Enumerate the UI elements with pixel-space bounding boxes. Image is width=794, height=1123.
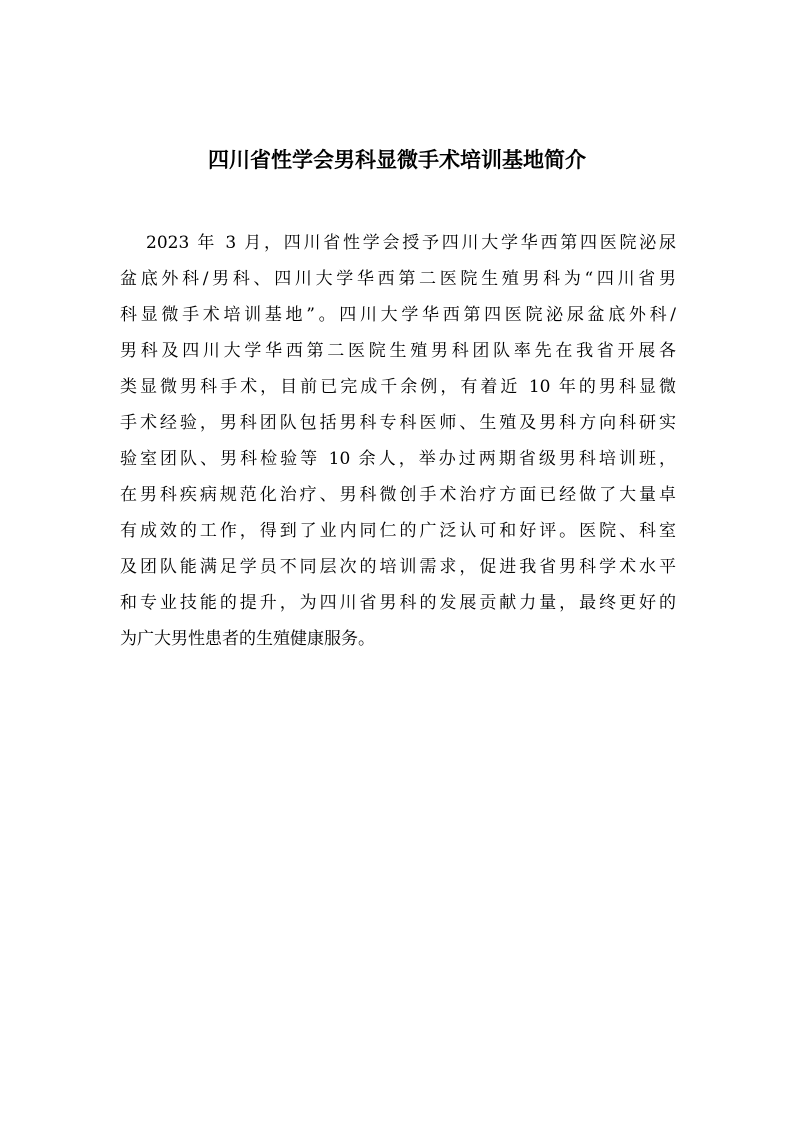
body-line: 男科及四川大学华西第二医院生殖男科团队率先在我省开展各 [120, 341, 676, 361]
body-line: 2023 年 3 月，四川省性学会授予四川大学华西第四医院泌尿 [146, 233, 676, 253]
body-line: 和专业技能的提升，为四川省男科的发展贡献力量，最终更好的 [120, 593, 676, 613]
body-line: 有成效的工作，得到了业内同仁的广泛认可和好评。医院、科室 [120, 521, 676, 541]
body-line: 为广大男性患者的生殖健康服务。 [120, 629, 375, 649]
body-line: 在男科疾病规范化治疗、男科微创手术治疗方面已经做了大量卓 [120, 485, 676, 505]
document-body [120, 225, 676, 657]
document-title: 四川省性学会男科显微手术培训基地简介 [208, 148, 586, 172]
body-line: 盆底外科/男科、四川大学华西第二医院生殖男科为“四川省男 [120, 269, 676, 289]
body-line: 手术经验，男科团队包括男科专科医师、生殖及男科方向科研实 [120, 413, 676, 433]
body-line: 科显微手术培训基地”。四川大学华西第四医院泌尿盆底外科/ [120, 305, 676, 325]
body-line: 及团队能满足学员不同层次的培训需求，促进我省男科学术水平 [120, 557, 676, 577]
body-line: 验室团队、男科检验等 10 余人，举办过两期省级男科培训班， [120, 449, 676, 469]
body-line: 类显微男科手术，目前已完成千余例，有着近 10 年的男科显微 [120, 377, 676, 397]
